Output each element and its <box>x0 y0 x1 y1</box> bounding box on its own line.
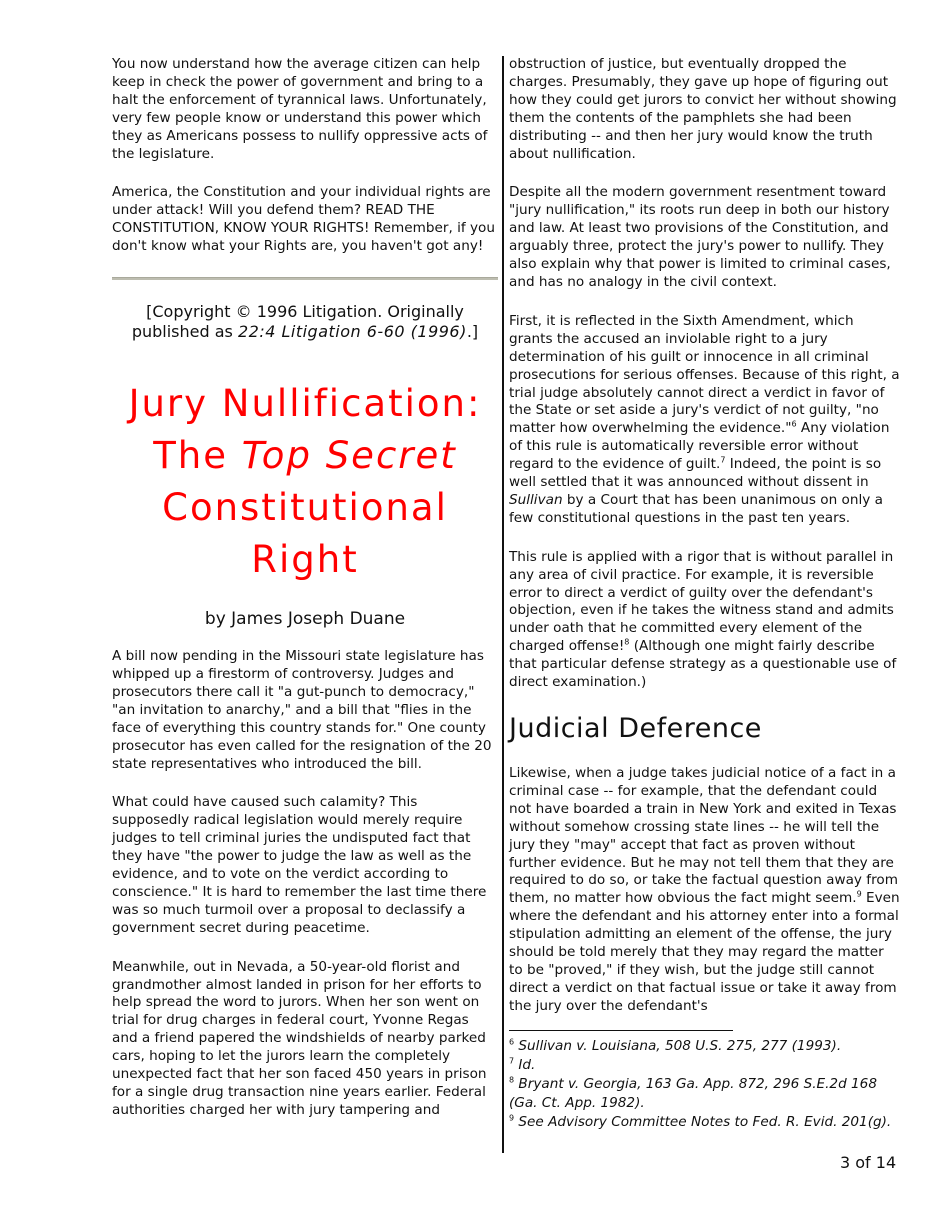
footnote-ref-7[interactable]: 7 <box>720 455 726 465</box>
footnote-number: 9 <box>509 1113 515 1123</box>
footnote-number: 7 <box>509 1056 515 1066</box>
paragraph-judicial-notice <box>509 765 901 1016</box>
copyright-notice <box>112 302 498 342</box>
paragraph-calamity: What could have caused such calamity? This supposedly radical legislation would merely require judges to tell criminal juries the undisputed fact that they have "the power to judge the law as well as the evidence, and to vote on the verdict according to conscience." It is hard to remember the last time there was so much turmoil over a proposal to declassify a government secret during peacetime. <box>112 794 487 936</box>
right-column <box>509 56 901 1132</box>
section-heading-judicial-deference: Judicial Deference <box>509 713 762 744</box>
footnote-ref-6[interactable]: 6 <box>791 419 797 429</box>
footnote-number: 6 <box>509 1037 515 1047</box>
paragraph-missouri-bill: A bill now pending in the Missouri state legislature has whipped up a firestorm of controversy. Judges and prosecutors there call it "a gut-punch to democracy," "an invitation to anarchy," and a bill that "flies in the face of everything this country stands for." One county prosecutor has even called for the resignation of the 20 state representatives who introduced the bill. <box>112 648 492 772</box>
case-name-sullivan: Sullivan <box>509 491 563 508</box>
copyright-text: [Copyright © 1996 Litigation. Originally published as <box>131 302 464 342</box>
footnote-rule <box>509 1030 733 1031</box>
copyright-end: .] <box>466 322 479 342</box>
text-span: First, it is reflected in the Sixth Amendment, which grants the accused an inviolable right to a jury determination of his guilt or innocence in all criminal prosecutions for serious offenses. Because of this right, a trial judge absolutely cannot direct a verdict in favor of the State or set aside a jury's verdict of not guilty, "no matter how overwhelming the evidence." <box>509 312 900 437</box>
paragraph-sixth-amendment <box>509 313 901 528</box>
paragraph-obstruction: obstruction of justice, but eventually dropped the charges. Presumably, they gave up hope of figuring out how they could get jurors to convict her without showing them the contents of the pamphlets she had been distributing -- and then her jury would know the truth about nullification. <box>509 56 897 162</box>
footnote-8 <box>509 1075 901 1113</box>
footnote-6 <box>509 1037 901 1056</box>
article-title <box>112 378 498 586</box>
text-span: (Although one might fairly describe that particular defense strategy as a questionable use of direct examination.) <box>509 638 897 691</box>
page-number: 3 of 14 <box>840 1153 897 1172</box>
text-span: Even where the defendant and his attorney enter into a formal stipulation admitting an element of the offense, the jury should be told merely that they may regard the matter to be "proved," if they wish, but the judge still cannot direct a verdict on that factual issue or take it away from the jury over the defendant's <box>509 890 900 1014</box>
title-top-secret: Top Secret <box>241 434 457 478</box>
footnote-text: Sullivan v. Louisiana, 508 U.S. 275, 277 (1993). <box>518 1037 842 1054</box>
footnote-text: Id. <box>518 1056 536 1073</box>
author-byline: by James Joseph Duane <box>204 609 406 630</box>
text-span: by a Court that has been unanimous on only a few constitutional questions in the past ten years. <box>509 491 883 526</box>
text-span: Indeed, the point is so well settled that it was announced without dissent in <box>509 456 882 491</box>
paragraph-civil-practice <box>509 549 901 692</box>
footnote-9 <box>509 1113 901 1132</box>
paragraph-call-to-action: America, the Constitution and your individual rights are under attack! Will you defend them? READ THE CONSTITUTION, KNOW YOUR RIGHTS! Remember, if you don't know what your Rights are, you haven't got any! <box>112 184 495 255</box>
footnote-7 <box>509 1056 901 1075</box>
horizontal-rule <box>112 277 498 280</box>
paragraph-intro-summary: You now understand how the average citizen can help keep in check the power of government and bring to a halt the enforcement of tyrannical laws. Unfortunately, very few people know or understand this power which they as Americans possess to nullify oppressive acts of the legislature. <box>112 56 488 162</box>
paragraph-nevada-florist: Meanwhile, out in Nevada, a 50-year-old florist and grandmother almost landed in prison for her efforts to help spread the word to jurors. When her son went on trial for drug charges in federal court, Yvonne Regas and a friend papered the windshields of nearby parked cars, hoping to let the jurors learn the completely unexpected fact that her son faced 450 years in prison for a single drug transaction nine years earlier. Federal authorities charged her with jury tampering and <box>112 958 487 1118</box>
text-span: Any violation of this rule is automatically reversible error without regard to the evidence of guilt. <box>509 420 890 473</box>
title-the: The <box>153 434 242 478</box>
title-line-2 <box>112 430 498 482</box>
title-line-1: Jury Nullification: <box>128 382 482 426</box>
footnote-ref-8[interactable]: 8 <box>624 637 630 647</box>
footnote-text: Bryant v. Georgia, 163 Ga. App. 872, 296 S.E.2d 168 (Ga. Ct. App. 1982). <box>509 1075 877 1111</box>
text-span: Likewise, when a judge takes judicial notice of a fact in a criminal case -- for example, that the defendant could not have boarded a train in New York and exited in Texas without somehow crossing state lines -- he will tell the jury they "may" accept that fact as proven without further evidence. But he may not tell them that they are required to do so, or take the factual question away from them, no matter how obvious the fact might seem. <box>509 765 898 907</box>
text-span: This rule is applied with a rigor that is without parallel in any area of civil practice. For example, it is reversible error to direct a verdict of guilty over the defendant's objection, even if he takes the witness stand and admits under oath that he committed every element of the charged offense! <box>509 548 894 655</box>
title-line-4: Right <box>251 538 359 582</box>
footnote-number: 8 <box>509 1075 515 1085</box>
footnote-ref-9[interactable]: 9 <box>856 889 862 899</box>
title-line-3: Constitutional <box>162 486 448 530</box>
paragraph-roots: Despite all the modern government resentment toward "jury nullification," its roots run deep in both our history and law. At least two provisions of the Constitution, and arguably three, protect the jury's power to nullify. They also explain why that power is limited to criminal cases, and has no analogy in the civil context. <box>509 184 891 290</box>
left-column <box>112 56 498 1141</box>
footnote-text: See Advisory Committee Notes to Fed. R. Evid. 201(g). <box>518 1113 892 1130</box>
copyright-citation: 22:4 Litigation 6-60 (1996) <box>237 322 467 342</box>
column-divider <box>502 56 504 1153</box>
